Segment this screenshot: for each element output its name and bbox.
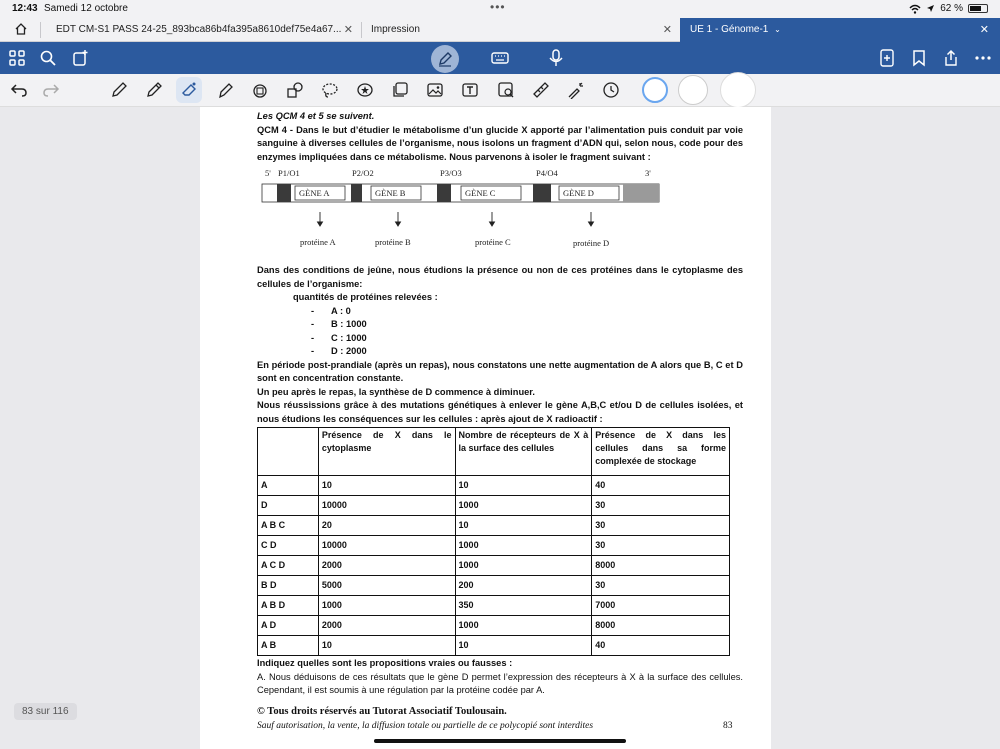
table-row: D 10000 1000 30 [258,496,730,516]
tab-bar [0,18,1000,42]
promoter-2-label: P2/O2 [352,168,374,178]
ruler-icon[interactable] [532,81,550,99]
table-row: A C D 2000 1000 8000 [258,556,730,576]
table-header-row [258,428,730,476]
color-swatch[interactable] [720,72,756,108]
results-table [257,427,730,656]
more-icon[interactable] [974,49,992,67]
tab-ue1-genome[interactable] [680,18,1000,42]
gene-a-label: GÈNE A [299,188,330,198]
promoter-1-block [277,184,291,202]
lasso-icon[interactable] [321,81,339,99]
table-row: A B D 1000 350 7000 [258,596,730,616]
prompt-text: Indiquez quelles sont les propositions vraies ou fausses : [257,658,513,668]
table-header: Présence de X dans les cellules dans sa forme complexée de stockage [592,428,730,476]
option-a-text: A. Nous déduisons de ces résultats que le gène D permet l’expression des récepteurs à X à la surface des cellules. Cependant, il est soumis à une régulation par la protéine codée par A. [257,671,743,695]
table-header: Présence de X dans le cytoplasme [318,428,455,476]
protein-c-label: protéine C [475,237,511,247]
page-number: 83 [723,721,733,731]
table-row: A 10 10 40 [258,476,730,496]
image-search-icon[interactable] [497,81,515,99]
promoter-4-block [533,184,551,202]
image-icon[interactable] [426,81,444,99]
tab-label: Impression [371,24,420,35]
page-content [257,110,743,698]
post-meal-text: En période post-prandiale (après un repas), nous constatons une nette augmentation de A alors que B, C et D sont en concentration constante. [257,359,743,383]
table-row: B D 5000 200 30 [258,576,730,596]
tab-edt[interactable] [41,18,361,42]
shapes-icon[interactable] [251,81,269,99]
end-5-label: 5' [265,168,271,178]
dna-end-3-block [623,184,659,202]
protein-d-label: protéine D [573,238,610,248]
eraser-icon [180,81,198,99]
protein-a-label: protéine A [300,237,336,247]
close-icon[interactable]: ✕ [343,24,353,36]
microphone-icon[interactable] [547,49,565,67]
quantities-list [293,291,743,359]
qcm-intro: Les QCM 4 et 5 se suivent. [257,111,375,121]
tab-label: EDT CM-S1 PASS 24-25_893bca86b4fa395a8610def75e4a67... [56,24,342,35]
home-icon[interactable] [14,22,28,36]
table-header: Nombre de récepteurs de X à la surface des cellules [455,428,592,476]
footer-note: Sauf autorisation, la vente, la diffusion totale ou partielle de ce polycopié sont interdites [257,721,594,731]
status-bar [0,0,1000,18]
promoter-4-label: P4/O4 [536,168,558,178]
keyboard-icon[interactable] [491,49,509,67]
share-icon[interactable] [942,49,960,67]
promoter-2-block [351,184,362,202]
home-indicator[interactable] [374,739,626,743]
table-row: A B 10 10 40 [258,636,730,656]
protein-b-label: protéine B [375,237,411,247]
laser-pointer-icon[interactable] [567,81,585,99]
list-item: - D : 2000 [311,346,367,356]
search-icon[interactable] [39,49,57,67]
gene-b-label: GÈNE B [375,188,406,198]
add-page-icon[interactable] [878,49,896,67]
color-swatch[interactable] [678,75,708,105]
gene-c-label: GÈNE C [465,188,496,198]
page-count-badge[interactable]: 83 sur 116 [14,703,77,720]
sticker-icon[interactable] [356,81,374,99]
mutations-text: Nous réussissions grâce à des mutations génétiques à enlever le gène A,B,C et/ou D de cellules isolées, et nous étudions les conséquences sur les cellules : après ajout de X radioactif : [257,400,743,424]
wifi-icon [909,4,921,14]
status-time: 12:43 [12,3,38,14]
close-icon[interactable]: ✕ [979,24,989,36]
table-header [258,428,319,476]
chevron-down-icon[interactable]: ⌄ [774,25,781,34]
text-box-icon[interactable] [461,81,479,99]
eraser-tool-button[interactable] [176,77,202,103]
list-item: - C : 1000 [311,332,367,343]
grid-icon[interactable] [8,49,26,67]
end-3-label: 3' [645,168,651,178]
close-icon[interactable]: ✕ [662,24,672,36]
table-row: A D 2000 1000 8000 [258,616,730,636]
main-toolbar [0,42,1000,74]
quantities-title: quantités de protéines relevées : [293,292,438,302]
pencil-tool-icon[interactable] [145,81,163,99]
table-row: A B C 20 10 30 [258,516,730,536]
redo-icon[interactable] [42,81,60,99]
promoter-3-block [437,184,451,202]
color-swatch-selected[interactable] [642,77,668,103]
list-item: - B : 1000 [311,319,367,329]
tab-label: UE 1 - Génome-1 [690,24,769,35]
multitask-dots-icon[interactable]: ••• [490,0,506,14]
battery-icon [968,4,988,13]
fasting-text: Dans des conditions de jeûne, nous étudions la présence ou non de ces protéines dans le cytoplasme des cellules de l’organisme: [257,265,743,289]
after-meal-text: Un peu après le repas, la synthèse de D commence à diminuer. [257,386,535,397]
tab-impression[interactable] [362,18,680,42]
elements-icon[interactable] [286,81,304,99]
annotation-toolbar [0,74,1000,107]
table-row: C D 10000 1000 30 [258,536,730,556]
pen-icon [437,51,453,67]
timer-icon[interactable] [602,81,620,99]
bookmark-add-icon[interactable] [71,49,89,67]
gene-d-label: GÈNE D [563,188,594,198]
status-date: Samedi 12 octobre [44,3,128,14]
highlighter-icon[interactable] [216,81,234,99]
bookmark-icon[interactable] [910,49,928,67]
copy-icon[interactable] [391,81,409,99]
list-item: - A : 0 [311,305,351,316]
document-page [200,107,771,749]
promoter-1-label: P1/O1 [278,168,300,178]
qcm-question: QCM 4 - Dans le but d’étudier le métabolisme d’un glucide X apporté par l’alimentation puis conduit par voie sanguine à diverses cellules de l’organisme, nous isolons un fragment d’ADN qui, selon nous, code pour des enzymes impliquées dans ce métabolisme. Nous parvenons à isoler le fragment suivant : [257,124,743,162]
location-icon [926,4,935,13]
battery-percent: 62 % [940,3,963,14]
undo-icon[interactable] [10,81,28,99]
pen-tool-icon[interactable] [110,81,128,99]
footer-rights: © Tous droits réservés au Tutorat Associatif Toulousain. [257,706,507,717]
promoter-3-label: P3/O3 [440,168,462,178]
gene-diagram [257,166,743,264]
pen-mode-button[interactable] [431,45,459,73]
